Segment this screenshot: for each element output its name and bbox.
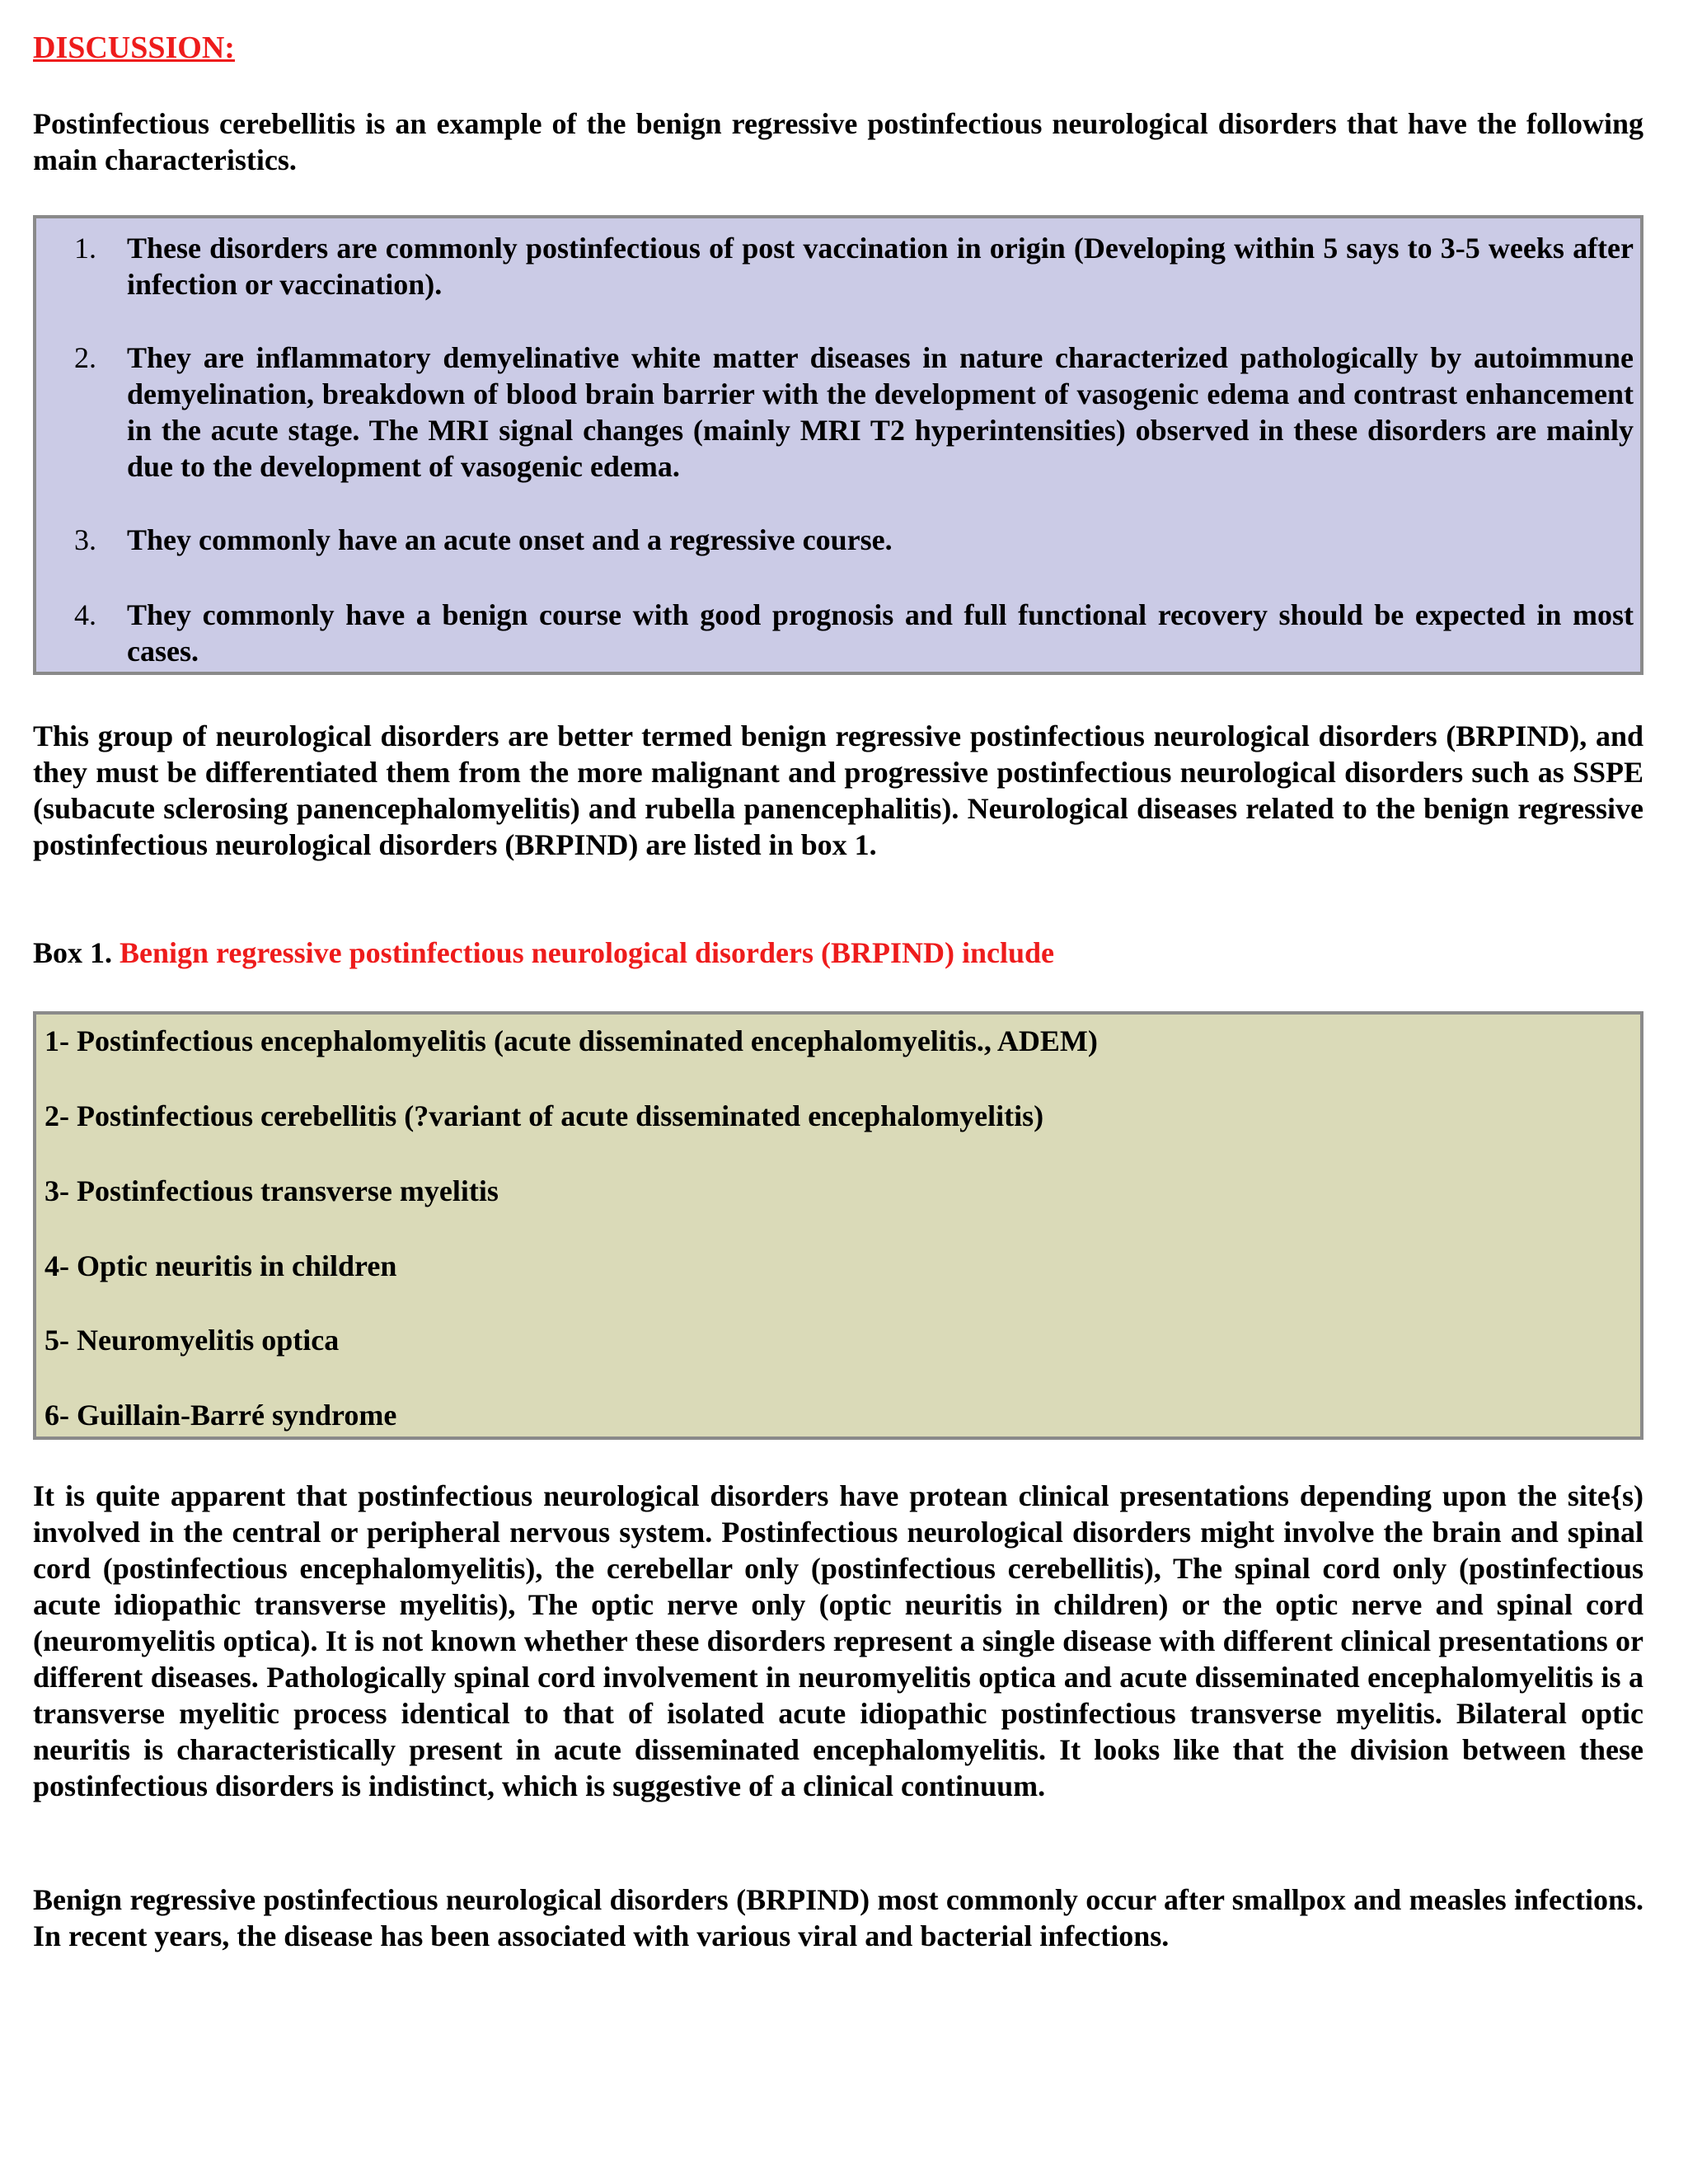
brpind-paragraph: This group of neurological disorders are better termed benign regressive postinfectious neurological disorders (BRPIND), and they must be differentiated them from the more malignant and progressive postinfectious neurological disorders such as SSPE (subacute sclerosing panencephalomyelitis) and rubella panencephalitis). Neurological diseases related to the benign regressive postinfectious neurological disorders (BRPIND) are listed in box 1. [33, 719, 1643, 861]
characteristic-text: They commonly have a benign course with good prognosis and full functional recovery should be expected in most cases. [127, 598, 1634, 668]
protean-paragraph: It is quite apparent that postinfectious neurological disorders have protean clinical presentations depending upon the site{s) involved in the central or peripheral nervous system. Postinfectious neurological disorders might involve the brain and spinal cord (postinfectious encephalomyelitis), the cerebellar only (postinfectious cerebellitis), The spinal cord only (postinfectious acute idiopathic transverse myelitis), The optic nerve only (optic neuritis in children) or the optic nerve and spinal cord (neuromyelitis optica). It is not known whether these disorders represent a single disease with different clinical presentations or different diseases. Pathologically spinal cord involvement in neuromyelitis optica and acute disseminated encephalomyelitis is a transverse myelitic process identical to that of isolated acute idiopathic postinfectious transverse myelitis. Bilateral optic neuritis is characteristically present in acute disseminated encephalomyelitis. It looks like that the division between these postinfectious disorders is indistinct, which is suggestive of a clinical continuum. [33, 1479, 1643, 1802]
characteristic-number: 4. [74, 598, 96, 631]
box-1-title: Benign regressive postinfectious neurological disorders (BRPIND) include [120, 936, 1055, 969]
characteristic-number: 1. [74, 232, 96, 265]
characteristic-number: 3. [74, 523, 96, 556]
box-1-label [33, 935, 1054, 971]
characteristics-box [33, 215, 1643, 675]
discussion-heading: DISCUSSION: [33, 30, 235, 65]
box-1-item: 1- Postinfectious encephalomyelitis (acute disseminated encephalomyelitis., ADEM) [45, 1024, 1098, 1057]
box-1 [33, 1011, 1643, 1440]
intro-paragraph: Postinfectious cerebellitis is an example of the benign regressive postinfectious neurological disorders that have the following main characteristics. [33, 107, 1643, 176]
characteristic-text: These disorders are commonly postinfectious of post vaccination in origin (Developing within 5 says to 3-5 weeks after infection or vaccination). [127, 232, 1634, 301]
box-1-item: 4- Optic neuritis in children [45, 1249, 397, 1282]
characteristic-item [74, 340, 1634, 485]
characteristic-text: They commonly have an acute onset and a regressive course. [127, 523, 893, 556]
box-1-item: 5- Neuromyelitis optica [45, 1324, 340, 1357]
characteristic-item [74, 230, 1634, 302]
characteristic-number: 2. [74, 341, 96, 374]
characteristic-item [74, 597, 1634, 669]
box-1-prefix: Box 1. [33, 936, 113, 969]
characteristic-item [74, 522, 1634, 558]
benign-paragraph: Benign regressive postinfectious neurological disorders (BRPIND) most commonly occur after smallpox and measles infections. In recent years, the disease has been associated with various viral and bacterial infections. [33, 1883, 1643, 1952]
box-1-item: 3- Postinfectious transverse myelitis [45, 1174, 499, 1207]
box-1-item: 2- Postinfectious cerebellitis (?variant of acute disseminated encephalomyelitis) [45, 1099, 1044, 1132]
box-1-item: 6- Guillain-Barré syndrome [45, 1399, 397, 1432]
characteristic-text: They are inflammatory demyelinative white matter diseases in nature characterized pathologically by autoimmune demyelination, breakdown of blood brain barrier with the development of vasogenic edema and contrast enhancement in the acute stage. The MRI signal changes (mainly MRI T2 hyperintensities) observed in these disorders are mainly due to the development of vasogenic edema. [127, 341, 1634, 483]
